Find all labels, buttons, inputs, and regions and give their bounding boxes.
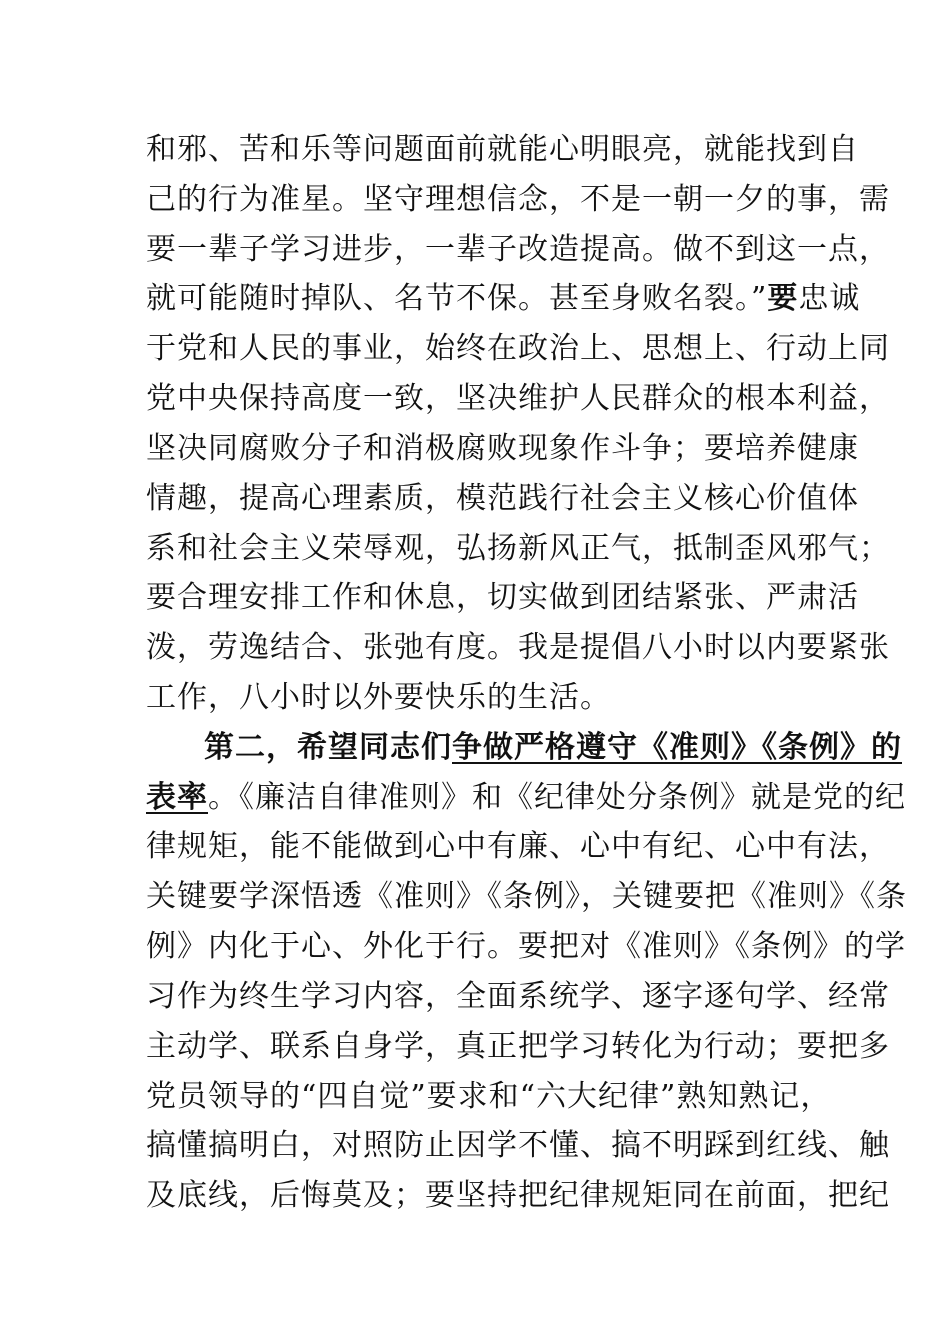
text-line-3: 要一辈子学习进步，一辈子改造提高。做不到这一点，	[146, 232, 890, 267]
text-line-1: 和邪、苦和乐等问题面前就能心明眼亮，就能找到自	[146, 132, 859, 167]
text-line-2: 己的行为准星。坚守理想信念，不是一朝一夕的事，需	[146, 182, 890, 217]
text-line-18: 习作为终生学习内容，全面系统学、逐字逐句学、经常	[146, 979, 890, 1014]
text-run: 。《廉洁自律准则》和《纪律处分条例》就是党的纪	[208, 780, 906, 815]
text-line-8: 情趣，提高心理素质，模范践行社会主义核心价值体	[146, 481, 859, 516]
text-line-9: 系和社会主义荣辱观，弘扬新风正气，抵制歪风邪气；	[146, 531, 890, 566]
text-line-14	[146, 773, 906, 823]
section-heading-line	[204, 723, 902, 773]
text-line-20: 党员领导的“四自觉”要求和“六大纪律”熟知熟记，	[146, 1079, 832, 1114]
text-line-19: 主动学、联系自身学，真正把学习转化为行动；要把多	[146, 1029, 890, 1064]
bold-run: 要	[767, 281, 799, 316]
text-line-21: 搞懂搞明白，对照防止因学不懂、搞不明踩到红线、触	[146, 1128, 890, 1163]
text-line-6: 党中央保持高度一致，坚决维护人民群众的根本利益，	[146, 381, 890, 416]
text-line-12: 工作，八小时以外要快乐的生活。	[146, 680, 611, 715]
text-line-4	[146, 274, 861, 324]
section-heading-underlined: 争做严格遵守《准则》《条例》的	[452, 730, 902, 765]
text-line-17: 例》内化于心、外化于行。要把对《准则》《条例》的学	[146, 929, 906, 964]
section-heading-text: 第二，希望同志们	[204, 730, 452, 765]
text-line-16: 关键要学深悟透《准则》《条例》，关键要把《准则》《条	[146, 879, 907, 914]
text-line-10: 要合理安排工作和休息，切实做到团结紧张、严肃活	[146, 580, 859, 615]
text-line-7: 坚决同腐败分子和消极腐败现象作斗争；要培养健康	[146, 431, 859, 466]
section-heading-underlined: 表率	[146, 780, 208, 815]
text-line-11: 泼，劳逸结合、张弛有度。我是提倡八小时以内要紧张	[146, 630, 890, 665]
text-line-22: 及底线，后悔莫及；要坚持把纪律规矩同在前面，把纪	[146, 1178, 890, 1213]
text-run: 就可能随时掉队、名节不保。甚至身败名裂。”	[146, 281, 768, 316]
text-line-15: 律规矩，能不能做到心中有廉、心中有纪、心中有法，	[146, 829, 890, 864]
text-run: 忠诚	[798, 281, 861, 316]
text-line-5: 于党和人民的事业，始终在政治上、思想上、行动上同	[146, 331, 890, 366]
